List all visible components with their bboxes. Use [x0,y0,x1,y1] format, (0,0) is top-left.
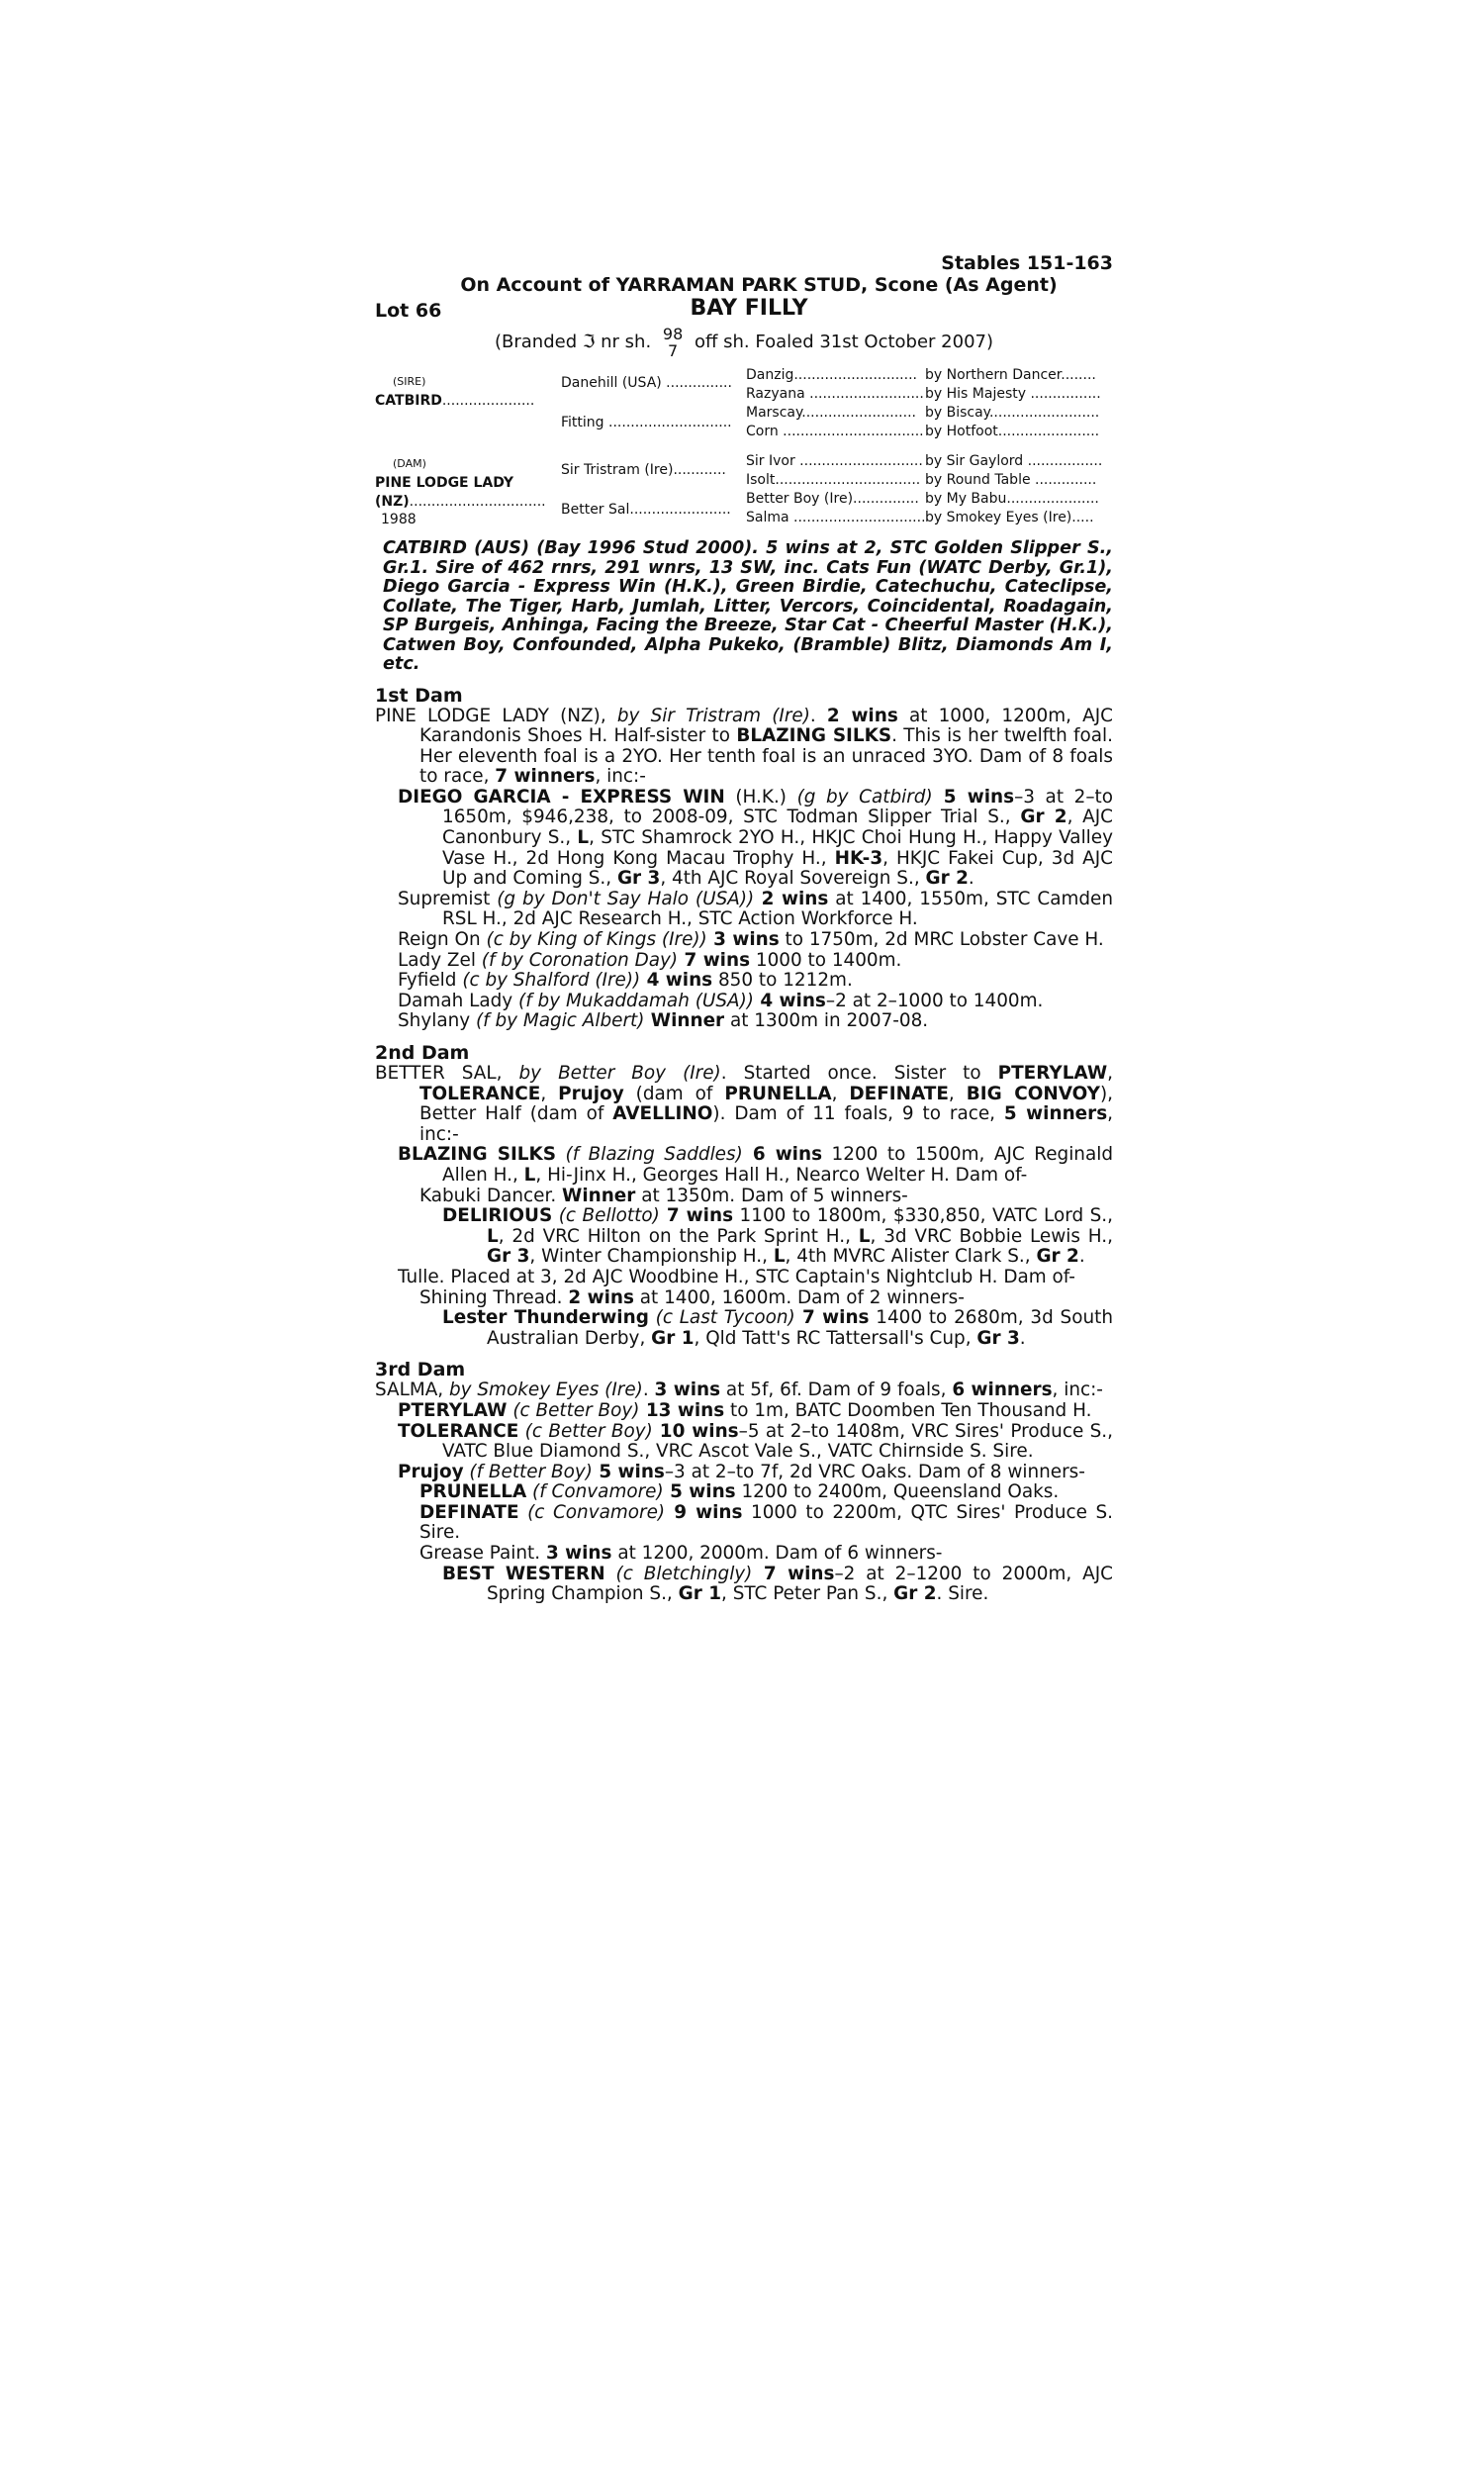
progeny-delirious: DELIRIOUS (c Bellotto) 7 wins 1100 to 1800m, $330,850, VATC Lord S., L, 2d VRC Hilton on the Park Sprint H., L, 3d VRC Bobbie Lewis H., Gr 3, Winter Championship H., L, 4th MVRC Alister Clark S., Gr 2. [442,1205,1113,1268]
gggsire-4: by Hotfoot....................... [925,424,1100,439]
lot-row [375,296,1113,324]
dam-year: 1988 [381,512,417,527]
dam-name-line2: (NZ)............................... [375,494,546,510]
progeny-kabuki-dancer: Kabuki Dancer. Winner at 1350m. Dam of 5 winners- [419,1185,908,1206]
gggsire-7-text: by My Babu [925,491,1007,507]
brand-prefix: (Branded ℑ nr sh. [495,332,652,352]
gggsire-1: by Northern Dancer........ [925,367,1096,383]
progeny-prujoy: Prujoy (f Better Boy) 5 wins–3 at 2–to 7f, 2d VRC Oaks. Dam of 8 winners- [398,1461,1085,1482]
progeny-prunella: PRUNELLA (f Convamore) 5 wins 1200 to 2400m, Queensland Oaks. [419,1481,1060,1503]
brand-fraction [663,326,683,359]
ggsire-3-text: Marscay [746,405,802,421]
grandsire-2: Fitting ............................ [561,415,732,430]
progeny-shining-thread: Shining Thread. 2 wins at 1400, 1600m. Dam of 2 winners- [419,1286,965,1308]
gggsire-2: by His Majesty ................ [925,386,1101,402]
progeny-reign-on: Reign On (c by King of Kings (Ire)) 3 wins to 1750m, 2d MRC Lobster Cave H. [398,929,1104,951]
grandsire-1-text: Danehill (USA) [561,375,662,391]
lot-number: Lot 66 [375,300,442,322]
progeny-diego-garcia: DIEGO GARCIA - EXPRESS WIN (H.K.) (g by Catbird) 5 wins–3 at 2–to 1650m, $946,238, to 2008-09, STC Todman Slipper Trial S., Gr 2, AJC Canonbury S., L, STC Shamrock 2YO H., HKJC Choi Hung H., Happy Valley Vase H., 2d Hong Kong Macau Trophy H., HK-3, HKJC Fakei Cup, 3d AJC Up and Coming S., Gr 3, 4th AJC Royal Sovereign S., Gr 2. [398,786,1113,890]
ggsire-6-text: Isolt [746,472,776,488]
gggsire-3-text: by Biscay [925,405,989,421]
pedigree-table [375,363,1113,527]
progeny-pterylaw: PTERYLAW (c Better Boy) 13 wins to 1m, BATC Doomben Ten Thousand H. [398,1399,1092,1421]
brand-suffix: off sh. Foaled 31st October 2007) [695,332,993,352]
ggsire-5-text: Sir Ivor [746,453,795,469]
progeny-blazing-silks: BLAZING SILKS (f Blazing Saddles) 6 wins 1200 to 1500m, AJC Reginald Allen H., L, Hi-Jinx H., Georges Hall H., Nearco Welter H. Dam of- [398,1144,1114,1186]
grandsire-2-text: Fitting [561,415,604,430]
ggsire-7-text: Better Boy (Ire) [746,491,854,507]
progeny-definate: DEFINATE (c Convamore) 9 wins 1000 to 2200m, QTC Sires' Produce S. Sire. [419,1501,1113,1544]
sire-summary: CATBIRD (AUS) (Bay 1996 Stud 2000). 5 wins at 2, STC Golden Slipper S., Gr.1. Sire of 462 rnrs, 291 wnrs, 13 SW, inc. Cats Fun (WATC Derby, Gr.1), Diego Garcia - Express Win (H.K.), Green Birdie, Catechuchu, Cateclipse, Collate, The Tiger, Harb, Jumlah, Litter, Vercors, Coincidental, Roadagain, SP Burgeis, Anhinga, Facing the Breeze, Star Cat - Cheerful Master (H.K.), Catwen Boy, Confounded, Alpha Pukeko, (Bramble) Blitz, Diamonds Am I, etc. [383,538,1113,674]
ggsire-2-text: Razyana [746,386,805,402]
second-dam-heading: 2nd Dam [375,1042,470,1064]
progeny-fyfield: Fyfield (c by Shalford (Ire)) 4 wins 850 to 1212m. [398,970,853,992]
grandsire-3: Sir Tristram (Ire)............ [561,462,726,478]
gggsire-8-text: by Smokey Eyes (Ire) [925,510,1072,525]
gggsire-5: by Sir Gaylord ................. [925,453,1103,469]
gggsire-5-text: by Sir Gaylord [925,453,1024,469]
ggsire-6: Isolt................................. [746,472,921,488]
gggsire-8: by Smokey Eyes (Ire)..... [925,510,1094,525]
progeny-lester-thunderwing: Lester Thunderwing (c Last Tycoon) 7 wins 1400 to 2680m, 3d South Australian Derby, Gr 1, Qld Tatt's RC Tattersall's Cup, Gr 3. [442,1307,1113,1349]
grandsire-1: Danehill (USA) ............... [561,375,732,391]
third-dam-intro: SALMA, by Smokey Eyes (Ire). 3 wins at 5f, 6f. Dam of 9 foals, 6 winners, inc:- [375,1380,1103,1401]
gggsire-4-text: by Hotfoot [925,424,998,439]
ggsire-4: Corn ................................ [746,424,924,439]
brand-numerator: 98 [662,325,684,343]
ggsire-8: Salma .............................. [746,510,926,525]
gggsire-1-text: by Northern Dancer [925,367,1062,383]
progeny-tulle: Tulle. Placed at 3, 2d AJC Woodbine H., STC Captain's Nightclub H. Dam of- [398,1266,1075,1287]
progeny-supremist: Supremist (g by Don't Say Halo (USA)) 2 wins at 1400, 1550m, STC Camden RSL H., 2d AJC Research H., STC Action Workforce H. [398,888,1114,930]
first-dam-heading: 1st Dam [375,684,463,707]
stables-label: Stables 151-163 [941,252,1113,274]
gggsire-3: by Biscay......................... [925,405,1100,421]
dam-label: (DAM) [393,457,426,470]
progeny-best-western: BEST WESTERN (c Bletchingly) 7 wins–2 at 2–1200 to 2000m, AJC Spring Champion S., Gr 1, STC Peter Pan S., Gr 2. Sire. [442,1563,1114,1605]
ggsire-8-text: Salma [746,510,789,525]
brand-denominator: 7 [667,341,679,360]
gggsire-2-text: by His Majesty [925,386,1027,402]
ggsire-1-text: Danzig [746,367,794,383]
gggsire-6: by Round Table .............. [925,472,1097,488]
third-dam-heading: 3rd Dam [375,1359,466,1381]
brand-line [375,326,1113,359]
second-dam-intro: BETTER SAL, by Better Boy (Ire). Started once. Sister to PTERYLAW, TOLERANCE, Prujoy (dam of PRUNELLA, DEFINATE, BIG CONVOY), Better Half (dam of AVELLINO). Dam of 11 foals, 9 to race, 5 winners, inc:- [375,1063,1114,1145]
progeny-tolerance: TOLERANCE (c Better Boy) 10 wins–5 at 2–to 1408m, VRC Sires' Produce S., VATC Blue Diamond S., VRC Ascot Vale S., VATC Chirnside S. Sire. [398,1420,1113,1463]
ggsire-5: Sir Ivor ............................ [746,453,923,469]
lot-title: BAY FILLY [690,296,808,321]
first-dam-intro: PINE LODGE LADY (NZ), by Sir Tristram (Ire). 2 wins at 1000, 1200m, AJC Karandonis Shoes H. Half-sister to BLAZING SILKS. This is her twelfth foal. Her eleventh foal is a 2YO. Her tenth foal is an unraced 3YO. Dam of 8 foals to race, 7 winners, inc:- [375,705,1113,788]
progeny-grease-paint: Grease Paint. 3 wins at 1200, 2000m. Dam of 6 winners- [419,1543,943,1565]
ggsire-4-text: Corn [746,424,779,439]
dam-name-line2-text: (NZ) [375,494,410,510]
gggsire-7: by My Babu..................... [925,491,1099,507]
progeny-lady-zel: Lady Zel (f by Coronation Day) 7 wins 1000 to 1400m. [398,949,902,971]
vendor-account: On Account of YARRAMAN PARK STUD, Scone (As Agent) [460,274,1058,296]
grandsire-4: Better Sal....................... [561,502,731,518]
progeny-shylany: Shylany (f by Magic Albert) Winner at 1300m in 2007-08. [398,1010,929,1032]
sire-label: (SIRE) [393,375,426,388]
ggsire-7: Better Boy (Ire)............... [746,491,919,507]
progeny-damah-lady: Damah Lady (f by Mukaddamah (USA)) 4 wins–2 at 2–1000 to 1400m. [398,990,1044,1011]
sire-name: CATBIRD..................... [375,393,535,409]
grandsire-3-text: Sir Tristram (Ire) [561,462,674,478]
grandsire-4-text: Better Sal [561,502,630,518]
ggsire-1: Danzig............................ [746,367,917,383]
ggsire-2: Razyana .......................... [746,386,924,402]
catalogue-page [375,252,1113,1605]
ggsire-3: Marscay.......................... [746,405,916,421]
gggsire-6-text: by Round Table [925,472,1031,488]
dam-name-line1: PINE LODGE LADY [375,475,513,491]
sire-text: CATBIRD [375,393,442,409]
